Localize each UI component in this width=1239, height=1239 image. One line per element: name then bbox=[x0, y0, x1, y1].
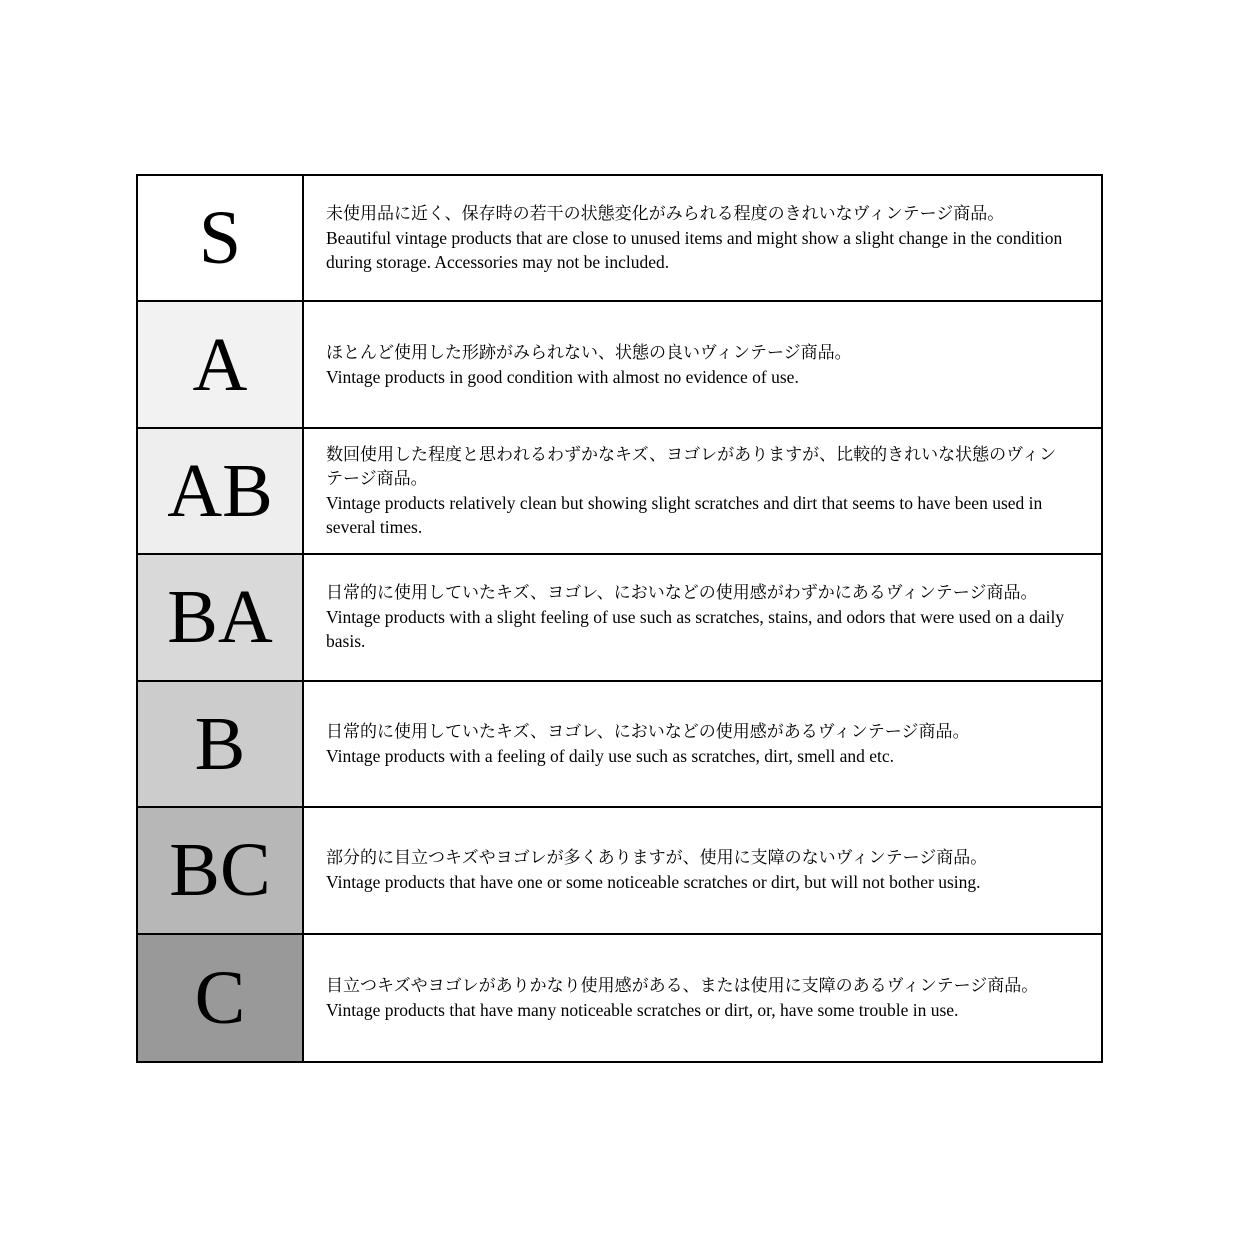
grade-label: B bbox=[194, 701, 246, 786]
description-japanese: 数回使用した程度と思われるわずかなキズ、ヨゴレがありますが、比較的きれいな状態のヴィンテージ商品。 bbox=[326, 445, 1057, 489]
description-japanese: ほとんど使用した形跡がみられない、状態の良いヴィンテージ商品。 bbox=[326, 342, 852, 362]
description-cell bbox=[304, 302, 1101, 426]
description-japanese: 部分的に目立つキズやヨゴレが多くありますが、使用に支障のないヴィンテージ商品。 bbox=[326, 848, 988, 868]
grade-label: A bbox=[192, 322, 248, 407]
description-english: Vintage products with a slight feeling of use such as scratches, stains, and odors that were used on a daily basis. bbox=[326, 607, 1065, 652]
table-row-c bbox=[138, 935, 1101, 1061]
grade-label: C bbox=[194, 955, 246, 1040]
description-english: Vintage products in good condition with almost no evidence of use. bbox=[326, 366, 799, 387]
description-japanese: 目立つキズやヨゴレがありかなり使用感がある、または使用に支障のあるヴィンテージ商品。 bbox=[326, 975, 1039, 995]
grade-label: S bbox=[198, 196, 242, 281]
grade-label: AB bbox=[167, 449, 273, 534]
description-japanese: 日常的に使用していたキズ、ヨゴレ、においなどの使用感がわずかにあるヴィンテージ商品。 bbox=[326, 583, 1038, 603]
description-english: Vintage products that have many noticeable scratches or dirt, or, have some trouble in use. bbox=[326, 999, 959, 1020]
grade-cell bbox=[138, 176, 304, 300]
description-text bbox=[326, 202, 1069, 274]
description-english: Beautiful vintage products that are close to unused items and might show a slight change in the condition during storage. Accessories may not be included. bbox=[326, 228, 1063, 273]
description-cell bbox=[304, 935, 1101, 1061]
grade-cell bbox=[138, 302, 304, 426]
table-row-s bbox=[138, 176, 1101, 302]
grade-cell bbox=[138, 808, 304, 932]
description-text bbox=[326, 846, 1069, 894]
description-text bbox=[326, 720, 1069, 768]
table-row-bc bbox=[138, 808, 1101, 934]
table-row-a bbox=[138, 302, 1101, 428]
description-text bbox=[326, 443, 1069, 539]
description-text bbox=[326, 974, 1069, 1022]
grade-cell bbox=[138, 935, 304, 1061]
description-text bbox=[326, 581, 1069, 653]
description-cell bbox=[304, 429, 1101, 553]
grade-cell bbox=[138, 682, 304, 806]
table-row-ab bbox=[138, 429, 1101, 555]
table-row-b bbox=[138, 682, 1101, 808]
description-cell bbox=[304, 555, 1101, 679]
description-text bbox=[326, 341, 1069, 389]
description-japanese: 未使用品に近く、保存時の若干の状態変化がみられる程度のきれいなヴィンテージ商品。 bbox=[326, 204, 1005, 224]
description-english: Vintage products that have one or some noticeable scratches or dirt, but will not bother using. bbox=[326, 872, 981, 893]
description-cell bbox=[304, 808, 1101, 932]
grade-cell bbox=[138, 429, 304, 553]
description-cell bbox=[304, 682, 1101, 806]
description-japanese: 日常的に使用していたキズ、ヨゴレ、においなどの使用感があるヴィンテージ商品。 bbox=[326, 721, 970, 741]
description-english: Vintage products relatively clean but showing slight scratches and dirt that seems to have been used in several times. bbox=[326, 493, 1043, 538]
grade-label: BC bbox=[169, 828, 271, 913]
description-cell bbox=[304, 176, 1101, 300]
description-english: Vintage products with a feeling of daily use such as scratches, dirt, smell and etc. bbox=[326, 745, 895, 766]
condition-grade-table bbox=[136, 174, 1103, 1063]
grade-cell bbox=[138, 555, 304, 679]
grade-label: BA bbox=[167, 575, 273, 660]
table-row-ba bbox=[138, 555, 1101, 681]
